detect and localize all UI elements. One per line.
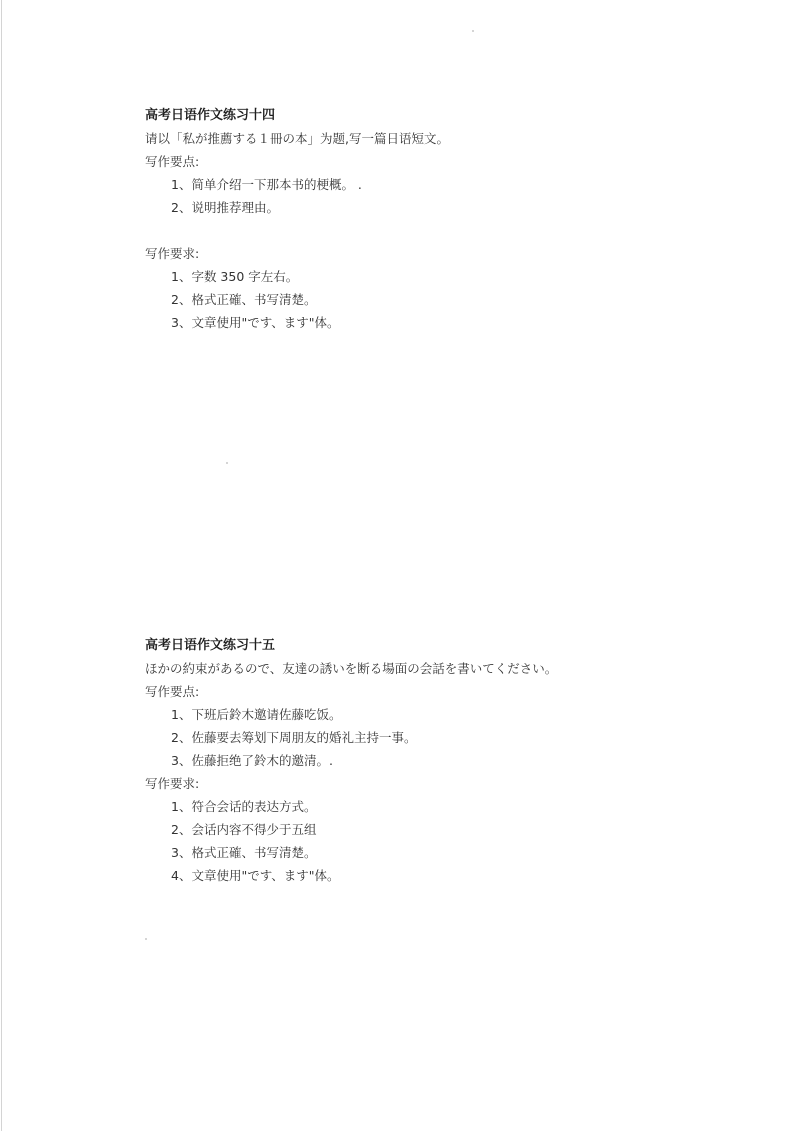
exercise-prompt: 请以「私が推薦する１冊の本」为题,写一篇日语短文。	[145, 131, 449, 146]
exercise-title: 高考日语作文练习十四	[145, 108, 276, 123]
scan-speck	[145, 938, 147, 940]
requirement-item: 3、格式正確、书写清楚。	[171, 845, 317, 860]
point-item: 1、简单介绍一下那本书的梗概。 .	[171, 177, 362, 192]
point-item: 2、佐藤要去筹划下周朋友的婚礼主持一事。	[171, 730, 417, 745]
requirement-item: 2、格式正確、书写清楚。	[171, 292, 317, 307]
requirements-heading: 写作要求:	[145, 246, 200, 261]
point-item: 3、佐藤拒绝了鈴木的邀清。.	[171, 753, 333, 768]
requirement-item: 2、会话内容不得少于五组	[171, 822, 317, 837]
requirement-item: 4、文章使用"です、ます"体。	[171, 868, 340, 883]
spacer	[145, 219, 765, 242]
exercise-prompt: ほかの約束があるので、友達の誘いを断る場面の会話を書いてください。	[145, 661, 558, 676]
point-item: 2、说明推荐理由。	[171, 200, 279, 215]
points-heading: 写作要点:	[145, 154, 200, 169]
points-heading: 写作要点:	[145, 684, 200, 699]
scan-edge-line	[1, 0, 2, 1131]
scan-speck	[226, 462, 228, 464]
exercise-15	[145, 634, 765, 887]
scan-speck	[472, 30, 474, 32]
point-item: 1、下班后鈴木邀请佐藤吃饭。	[171, 707, 342, 722]
requirement-item: 1、字数 350 字左右。	[171, 269, 299, 284]
exercise-14	[145, 104, 765, 334]
requirement-item: 3、文章使用"です、ます"体。	[171, 315, 340, 330]
requirements-heading: 写作要求:	[145, 776, 200, 791]
requirement-item: 1、符合会话的表达方式。	[171, 799, 317, 814]
exercise-title: 高考日语作文练习十五	[145, 638, 276, 653]
